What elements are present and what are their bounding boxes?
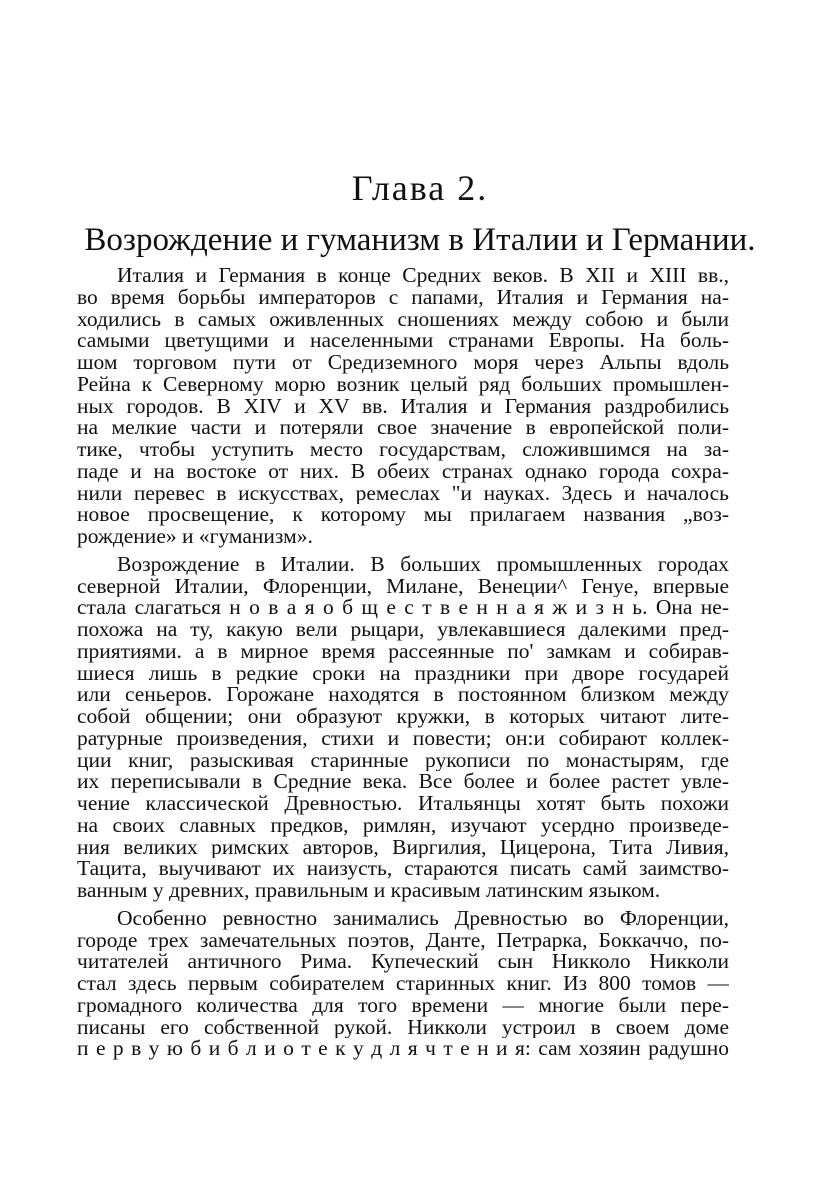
text-line: чение классической Древностью. Итальянцы хотят быть похожи xyxy=(77,793,729,815)
text-line: собой общении; они образуют кружки, в которых читают лите- xyxy=(77,706,729,728)
text-line: стала слагаться н о в а я о б щ е с т в е н н а я ж и з н ь. Она не- xyxy=(77,597,729,619)
text-line: шом торговом пути от Средиземного моря через Альпы вдоль xyxy=(77,352,729,374)
text-line: Возрождение в Италии. В больших промышленных городах xyxy=(117,553,729,576)
text-line: во время борьбы императоров с папами, Италия и Германия на- xyxy=(77,286,729,309)
text-line: ванным у древних, правильным и красивым латинским языком. xyxy=(77,880,661,902)
text-line: громадного количества для того времени — многие были пере- xyxy=(77,994,729,1017)
text-line: нили перевес в искусствах, ремеслах "и науках. Здесь и началось xyxy=(77,482,729,505)
chapter-number: Глава 2. xyxy=(351,168,489,208)
text-line: писаны его собственной рукой. Никколи устроил в своем доме xyxy=(77,1016,729,1039)
text-line: новое просвещение, к которому мы прилагаем названия „воз- xyxy=(77,504,729,526)
text-line: Особенно ревностно занимались Древностью во Флоренции, xyxy=(117,907,729,930)
text-line: Рейна к Северному морю возник целый ряд больших промышлен- xyxy=(77,373,729,396)
text-line: или сеньеров. Горожане находятся в постоянном близком между xyxy=(77,684,729,706)
text-line: самыми цветущими и населенными странами Европы. На боль- xyxy=(77,330,729,352)
text-line: Тацита, выучивают их наизусть, стараются писать самй заимство- xyxy=(77,858,729,880)
text-line: их переписывали в Средние века. Все более и более растет увле- xyxy=(77,771,729,793)
body-text xyxy=(77,265,729,1060)
text-line: на своих славных предков, римлян, изучают усердно произведе- xyxy=(77,814,729,837)
text-line: ратурные произведения, стихи и повести; он:и собирают коллек- xyxy=(77,727,729,750)
text-line: ции книг, разыскивая старинные рукописи по монастырям, где xyxy=(77,749,729,772)
text-line: Италия и Германия в конце Средних веков. В XII и XIII вв., xyxy=(117,265,729,287)
text-line: северной Италии, Флоренции, Милане, Венеции^ Генуе, впервые xyxy=(77,575,729,598)
text-line: стал здесь первым собирателем старинных книг. Из 800 томов — xyxy=(77,973,729,995)
text-line: на мелкие части и потеряли свое значение в европейской поли- xyxy=(77,417,729,439)
text-line: ных городов. В XIV и XV вв. Италия и Германия раздробились xyxy=(77,395,729,418)
text-line: рождение» и «гуманизм». xyxy=(77,526,313,548)
chapter-title: Возрождение и гуманизм в Италии и Германии. xyxy=(84,222,756,258)
text-line: читателей античного Рима. Купеческий сын Никколо Никколи xyxy=(77,951,729,973)
text-line: паде и на востоке от них. В обеих странах однако города сохра- xyxy=(77,460,729,483)
text-line: городе трех замечательных поэтов, Данте, Петрарка, Боккаччо, по- xyxy=(77,929,729,952)
paragraph xyxy=(77,554,729,902)
text-line: п е р в у ю б и б л и о т е к у д л я ч т е н и я: сам хозяин радушно xyxy=(77,1038,729,1060)
text-line: приятиями. а в мирное время рассеянные по' замкам и собирав- xyxy=(77,640,729,663)
paragraph xyxy=(77,265,729,548)
text-line: тике, чтобы уступить место государствам, сложившимся на за- xyxy=(77,439,729,461)
text-line: шиеся лишь в редкие сроки на праздники при дворе государей xyxy=(77,662,729,685)
text-line: ходились в самых оживленных сношениях между собою и были xyxy=(77,308,729,331)
text-line: ния великих римских авторов, Виргилия, Цицерона, Тита Ливия, xyxy=(77,836,729,859)
paragraph xyxy=(77,908,729,1060)
text-line: похожа на ту, какую вели рыцари, увлекавшиеся далекими пред- xyxy=(77,619,729,641)
